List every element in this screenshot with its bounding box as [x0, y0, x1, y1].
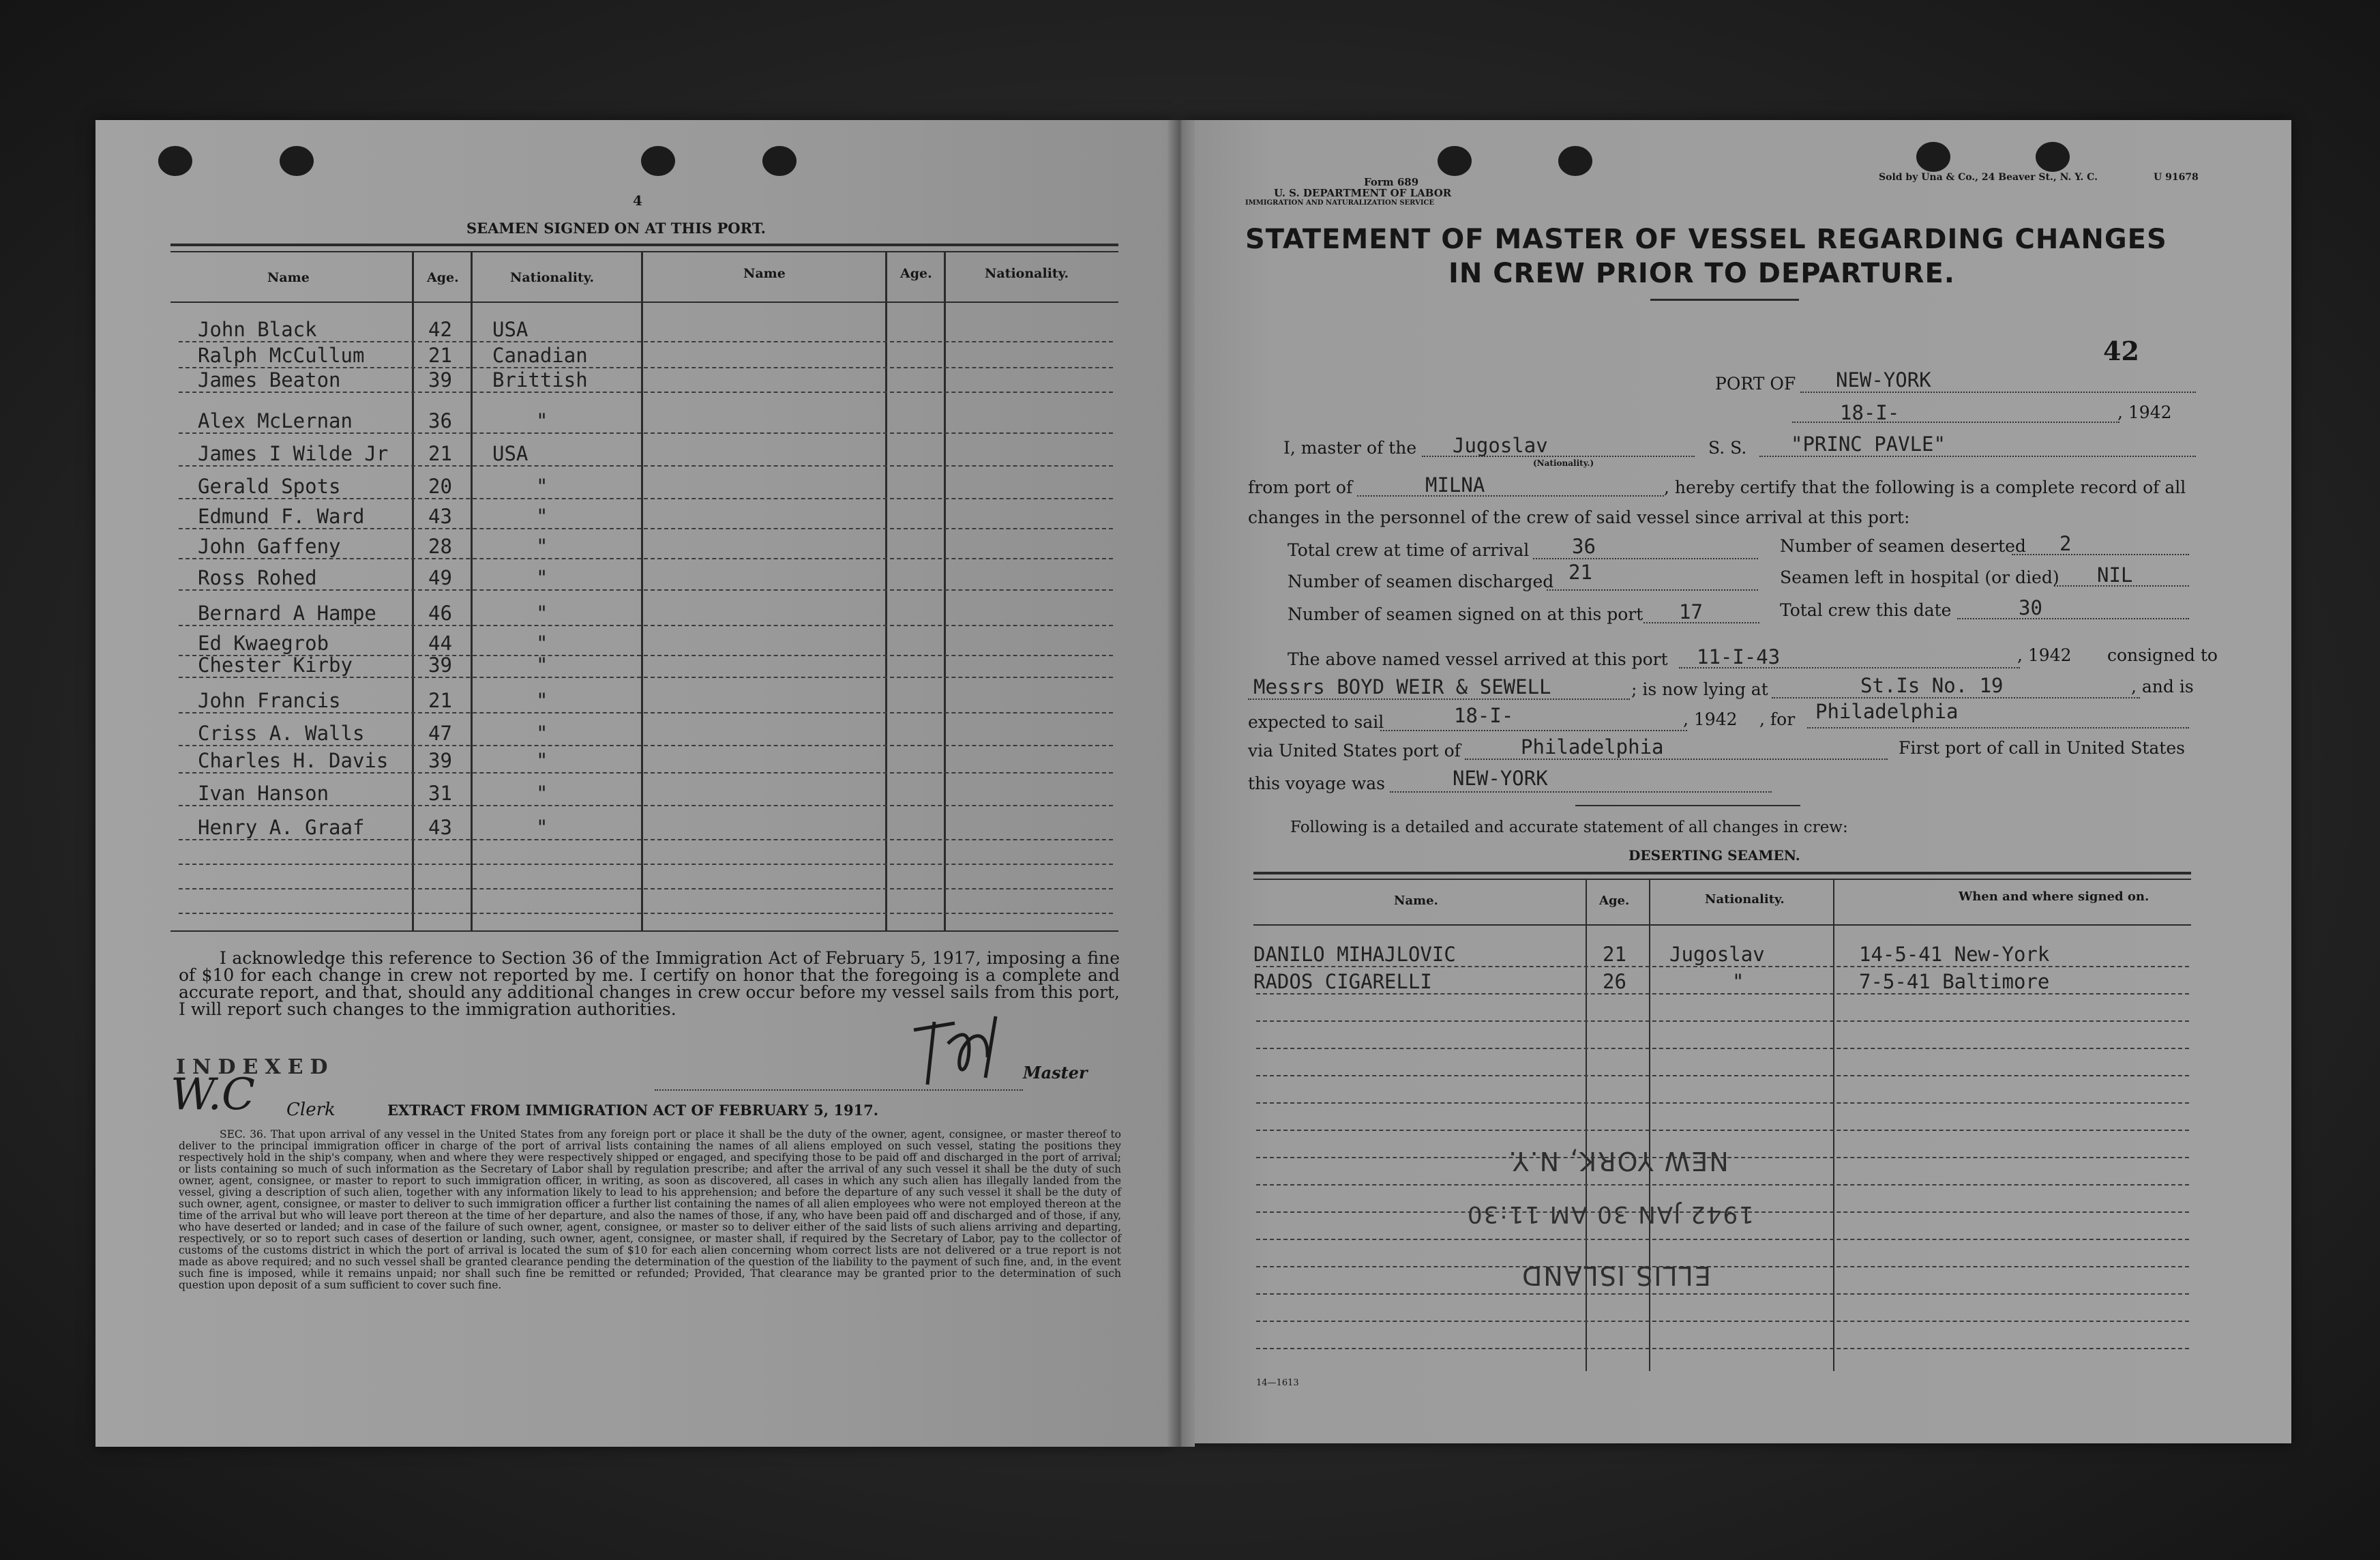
- seaman-age: 39: [428, 749, 452, 772]
- seaman-name: Chester Kirby: [198, 653, 353, 677]
- deserting-title: DESERTING SEAMEN.: [1628, 847, 1800, 864]
- seller: Sold by Una & Co., 24 Beaver St., N. Y. C.: [1879, 172, 2098, 183]
- col-header-nationality: Nationality.: [510, 270, 595, 285]
- punch-hole-icon: [280, 146, 314, 176]
- consignee-line: [1248, 698, 1630, 700]
- deserter-age: 26: [1603, 970, 1626, 993]
- department: U. S. DEPARTMENT OF LABOR: [1274, 187, 1452, 199]
- row-rule: [179, 341, 1113, 343]
- table-rule: [1253, 924, 2191, 926]
- seaman-name: James Beaton: [198, 368, 341, 392]
- row-rule: [1256, 1130, 2189, 1132]
- total-crew-date-line: [1957, 618, 2189, 619]
- arrived-value: 11-I-43: [1697, 645, 1781, 668]
- seaman-age: 21: [428, 344, 452, 367]
- master-signature: [907, 1003, 1030, 1091]
- indexed-stamp: INDEXED: [176, 1055, 335, 1079]
- row-rule: [179, 589, 1113, 591]
- master-of-label: I, master of the: [1283, 438, 1417, 458]
- via-value: Philadelphia: [1521, 735, 1664, 759]
- via-line: [1465, 759, 1888, 760]
- row-rule: [1256, 1075, 2189, 1077]
- row-rule: [179, 712, 1113, 714]
- deserter-signed-on: 14-5-41 New-York: [1859, 943, 2050, 966]
- row-rule: [1256, 993, 2189, 995]
- seaman-age: 43: [428, 816, 452, 839]
- hospital-value: NIL: [2097, 563, 2133, 587]
- punch-hole-icon: [158, 146, 192, 176]
- deserter-signed-on: 7-5-41 Baltimore: [1859, 970, 2050, 993]
- seaman-age: 49: [428, 566, 452, 589]
- expected-year: , 1942: [1683, 709, 1738, 729]
- row-rule: [1256, 1266, 2189, 1268]
- total-crew-date-value: 30: [2019, 596, 2042, 619]
- seaman-nationality: ": [536, 722, 548, 745]
- sheet-number: 42: [2103, 336, 2139, 366]
- seaman-nationality: ": [536, 566, 548, 589]
- row-rule: [179, 805, 1113, 807]
- column-divider: [412, 252, 414, 930]
- seaman-nationality: USA: [492, 442, 529, 465]
- row-rule: [1256, 1293, 2189, 1295]
- expected-value: 18-I-: [1454, 704, 1514, 727]
- footer-code: 14—1613: [1256, 1378, 1299, 1388]
- seaman-name: Ralph McCullum: [198, 344, 365, 367]
- column-divider: [471, 252, 473, 930]
- ship-line: [1759, 456, 2196, 457]
- table-rule: [170, 301, 1118, 303]
- seaman-name: Ross Rohed: [198, 566, 317, 589]
- row-rule: [179, 465, 1113, 467]
- row-rule: [179, 772, 1113, 774]
- table-rule: [170, 930, 1118, 932]
- lying-label: ; is now lying at: [1631, 679, 1768, 699]
- for-label: , for: [1759, 709, 1796, 729]
- arrived-year: , 1942: [2017, 645, 2072, 665]
- seaman-name: Henry A. Graaf: [198, 816, 365, 839]
- seaman-nationality: ": [536, 409, 548, 432]
- seaman-name: John Francis: [198, 689, 341, 712]
- seaman-age: 21: [428, 442, 452, 465]
- seaman-name: Charles H. Davis: [198, 749, 389, 772]
- total-crew-date-label: Total crew this date: [1780, 600, 1952, 620]
- deserter-age: 21: [1603, 943, 1626, 966]
- deserter-name: DANILO MIHAJLOVIC: [1253, 943, 1456, 966]
- seaman-nationality: ": [536, 782, 548, 805]
- punch-hole-icon: [1558, 146, 1592, 176]
- ss-label: S. S.: [1708, 438, 1747, 458]
- deserter-col-age: Age.: [1599, 894, 1630, 908]
- receipt-stamp-line3: ELLIS ISLAND: [1521, 1261, 1711, 1291]
- date-value: 18-I-: [1840, 401, 1900, 424]
- col-header-age: Age.: [427, 270, 459, 285]
- clerk-label: Clerk: [286, 1100, 336, 1120]
- form-title-line2: IN CREW PRIOR TO DEPARTURE.: [1448, 258, 1955, 289]
- seaman-nationality: ": [536, 653, 548, 677]
- service: IMMIGRATION AND NATURALIZATION SERVICE: [1245, 199, 1435, 207]
- row-rule: [179, 864, 1113, 866]
- divider: [1575, 805, 1800, 806]
- total-crew-arrival-line: [1533, 558, 1758, 559]
- and-is-label: , and is: [2131, 677, 2194, 696]
- certify-text-2: changes in the personnel of the crew of said vessel since arrival at this port:: [1248, 507, 1910, 527]
- port-label: PORT OF: [1715, 374, 1796, 394]
- punch-hole-icon: [1916, 142, 1950, 172]
- seaman-age: 36: [428, 409, 452, 432]
- seaman-age: 28: [428, 535, 452, 558]
- punch-hole-icon: [2036, 142, 2070, 172]
- seaman-nationality: ": [536, 632, 548, 655]
- first-port-label: First port of call in United States: [1899, 738, 2185, 758]
- deserter-col-name: Name.: [1394, 894, 1438, 908]
- lying-value: St.Is No. 19: [1860, 674, 2004, 697]
- extract-title: EXTRACT FROM IMMIGRATION ACT OF FEBRUARY 5, 1917.: [387, 1102, 879, 1119]
- voyage-label: this voyage was: [1248, 774, 1386, 793]
- row-rule: [179, 392, 1113, 394]
- form-number: Form 689: [1364, 176, 1419, 188]
- seaman-nationality: ": [536, 689, 548, 712]
- ship-name: "PRINC PAVLE": [1791, 432, 1946, 456]
- row-rule: [1256, 1348, 2189, 1350]
- following-text: Following is a detailed and accurate statement of all changes in crew:: [1290, 819, 1848, 836]
- for-line: [1807, 727, 2189, 729]
- deserted-label: Number of seamen deserted: [1780, 536, 2026, 556]
- certify-text-1: , hereby certify that the following is a complete record of all: [1664, 477, 2186, 497]
- col-header-nationality-2: Nationality.: [985, 266, 1069, 281]
- table-rule: [1253, 879, 2191, 880]
- column-divider: [885, 252, 887, 930]
- total-crew-arrival-label: Total crew at time of arrival: [1288, 540, 1530, 560]
- seaman-name: Gerald Spots: [198, 475, 341, 498]
- row-rule: [179, 558, 1113, 560]
- port-value: NEW-YORK: [1836, 368, 1931, 392]
- seaman-nationality: USA: [492, 318, 529, 341]
- deserter-nationality: ": [1732, 970, 1744, 993]
- seaman-nationality: ": [536, 475, 548, 498]
- deserter-name: RADOS CIGARELLI: [1253, 970, 1432, 993]
- clerk-initials: W.C: [170, 1070, 255, 1120]
- row-rule: [179, 677, 1113, 679]
- seaman-name: Ivan Hanson: [198, 782, 329, 805]
- from-port-value: MILNA: [1425, 473, 1485, 497]
- signed-on-label: Number of seamen signed on at this port: [1288, 604, 1643, 624]
- voyage-value: NEW-YORK: [1453, 767, 1548, 790]
- left-section-title: SEAMEN SIGNED ON AT THIS PORT.: [466, 220, 766, 237]
- consigned-label: consigned to: [2107, 645, 2218, 665]
- expected-label: expected to sail: [1248, 712, 1384, 732]
- column-divider: [1586, 880, 1587, 1371]
- discharged-label: Number of seamen discharged: [1288, 572, 1554, 591]
- seaman-age: 44: [428, 632, 452, 655]
- from-port-line: [1357, 495, 1664, 497]
- left-page-number: 4: [633, 192, 642, 209]
- seaman-age: 43: [428, 505, 452, 528]
- seaman-name: Bernard A Hampe: [198, 602, 376, 625]
- row-rule: [1256, 1321, 2189, 1323]
- row-rule: [179, 745, 1113, 747]
- row-rule: [1256, 1020, 2189, 1022]
- row-rule: [179, 498, 1113, 500]
- expected-line: [1380, 730, 1687, 731]
- row-rule: [179, 913, 1113, 915]
- seller-code: U 91678: [2154, 172, 2199, 183]
- seaman-name: Edmund F. Ward: [198, 505, 365, 528]
- seaman-nationality: ": [536, 505, 548, 528]
- row-rule: [1256, 966, 2189, 968]
- seaman-nationality: ": [536, 749, 548, 772]
- seaman-age: 20: [428, 475, 452, 498]
- seaman-age: 39: [428, 653, 452, 677]
- signed-on-value: 17: [1679, 600, 1703, 623]
- row-rule: [179, 888, 1113, 890]
- seaman-name: Ed Kwaegrob: [198, 632, 329, 655]
- via-label: via United States port of: [1248, 741, 1461, 761]
- discharged-line: [1547, 589, 1758, 591]
- deserter-col-nationality: Nationality.: [1705, 892, 1785, 907]
- for-value: Philadelphia: [1815, 700, 1959, 723]
- form-title-line1: STATEMENT OF MASTER OF VESSEL REGARDING CHANGES: [1245, 224, 2167, 255]
- seaman-name: John Black: [198, 318, 317, 341]
- discharged-value: 21: [1568, 561, 1592, 584]
- col-header-age-2: Age.: [900, 266, 932, 281]
- seaman-age: 46: [428, 602, 452, 625]
- seaman-nationality: Brittish: [492, 368, 588, 392]
- table-rule: [170, 244, 1118, 246]
- table-rule: [170, 251, 1118, 252]
- row-rule: [179, 528, 1113, 530]
- receipt-stamp-line1: NEW YORK, N.Y.: [1507, 1146, 1729, 1176]
- row-rule: [1256, 1048, 2189, 1050]
- seaman-age: 39: [428, 368, 452, 392]
- punch-hole-icon: [641, 146, 675, 176]
- col-header-name: Name: [267, 270, 310, 285]
- punch-hole-icon: [1438, 146, 1472, 176]
- nationality-caption: (Nationality.): [1533, 458, 1594, 468]
- receipt-stamp-line2: 1942 JAN 30 AM 11:30: [1466, 1201, 1754, 1228]
- seaman-name: Alex McLernan: [198, 409, 353, 432]
- row-rule: [179, 625, 1113, 627]
- row-rule: [179, 839, 1113, 841]
- seaman-age: 21: [428, 689, 452, 712]
- title-underline: [1650, 299, 1799, 301]
- seaman-name: Criss A. Walls: [198, 722, 365, 745]
- extract-text: SEC. 36. That upon arrival of any vessel in the United States from any foreign port or place it shall be the duty of the owner, agent, consignee, or master thereof to deliver to the principal immigration officer in charge of the port of arrival lists containing the names of all aliens employed on such vessel, stating the positions they respectively hold in the ship's company, when and where they were respectively shipped or engaged, and specifying those to be paid off and discharged in the port of arrival; or lists containing so much of such information as the Secretary of Labor shall by regulation prescribe; and after the arrival of any such vessel it shall be the duty of such owner, agent, consignee, or master to report to such immigration officer, in writing, as soon as discovered, all cases in which any such alien has illegally landed from the vessel, giving a description of such alien, together with any information likely to lead to his apprehension; and before the departure of any such vessel it shall be the duty of such owner, agent, consignee, or master to deliver to such immigration officer a further list containing the names of all alien employees who were not employed thereon at the time of the arrival but who will leave port thereon at the time of her departure, and also the names of those, if any, who have been paid off and discharged and of those, if any, who have deserted or landed; and in case of the failure of such owner, agent, consignee, or master so to deliver either of the said lists of such aliens arriving and departing, respectively, or so to report such cases of desertion or landing, such owner, agent, consignee, or master shall, if required by the Secretary of Labor, pay to the collector of customs of the customs district in which the port of arrival is located the sum of $10 for each alien concerning whom correct lists are not delivered or a true report is not made as above required; and no such vessel shall be granted clearance pending the determination of the question of the liability to the payment of such fine, and, in the event such fine is imposed, while it remains unpaid; nor shall such fine be remitted or refunded; Provided, That clearance may be granted prior to the determination of such question upon deposit of a sum sufficient to cover such fine.: [179, 1128, 1121, 1291]
- port-line: [1800, 392, 2196, 393]
- table-rule: [1253, 872, 2191, 874]
- nationality-value: Jugoslav: [1453, 434, 1548, 457]
- row-rule: [1256, 1184, 2189, 1186]
- total-crew-arrival-value: 36: [1572, 535, 1596, 558]
- column-divider: [1833, 880, 1834, 1371]
- book-gutter: [1167, 120, 1195, 1447]
- punch-hole-icon: [762, 146, 797, 176]
- seaman-nationality: ": [536, 816, 548, 839]
- row-rule: [1256, 1102, 2189, 1104]
- seaman-name: John Gaffeny: [198, 535, 341, 558]
- consignee-value: Messrs BOYD WEIR & SEWELL: [1253, 675, 1551, 698]
- deserted-line: [2012, 554, 2189, 555]
- column-divider: [1649, 880, 1650, 1371]
- seaman-nationality: Canadian: [492, 344, 588, 367]
- seaman-name: James I Wilde Jr: [198, 442, 389, 465]
- master-label: Master: [1023, 1063, 1088, 1083]
- column-divider: [641, 252, 643, 930]
- column-divider: [944, 252, 946, 930]
- from-port-label: from port of: [1248, 477, 1353, 497]
- seaman-age: 31: [428, 782, 452, 805]
- seaman-age: 47: [428, 722, 452, 745]
- seaman-nationality: ": [536, 602, 548, 625]
- hospital-label: Seamen left in hospital (or died): [1780, 568, 2059, 587]
- deserter-col-signed-on: When and where signed on.: [1959, 889, 2150, 904]
- certification-text: I acknowledge this reference to Section 36 of the Immigration Act of February 5, 1917, imposing a fine of $10 for each change in crew not reported by me. I certify on honor that the foregoing is a complete and accurate report, and that, should any additional changes in crew occur before my vessel sails from this port, I will report such changes to the immigration authorities.: [179, 948, 1120, 1019]
- seaman-nationality: ": [536, 535, 548, 558]
- seaman-age: 42: [428, 318, 452, 341]
- row-rule: [179, 432, 1113, 435]
- lying-line: [1772, 697, 2140, 698]
- col-header-name-2: Name: [743, 266, 786, 281]
- row-rule: [1256, 1239, 2189, 1241]
- voyage-line: [1390, 791, 1772, 793]
- deserter-nationality: Jugoslav: [1669, 943, 1765, 966]
- deserted-value: 2: [2059, 532, 2072, 555]
- arrived-label: The above named vessel arrived at this port: [1288, 649, 1668, 669]
- year-printed: , 1942: [2117, 402, 2172, 422]
